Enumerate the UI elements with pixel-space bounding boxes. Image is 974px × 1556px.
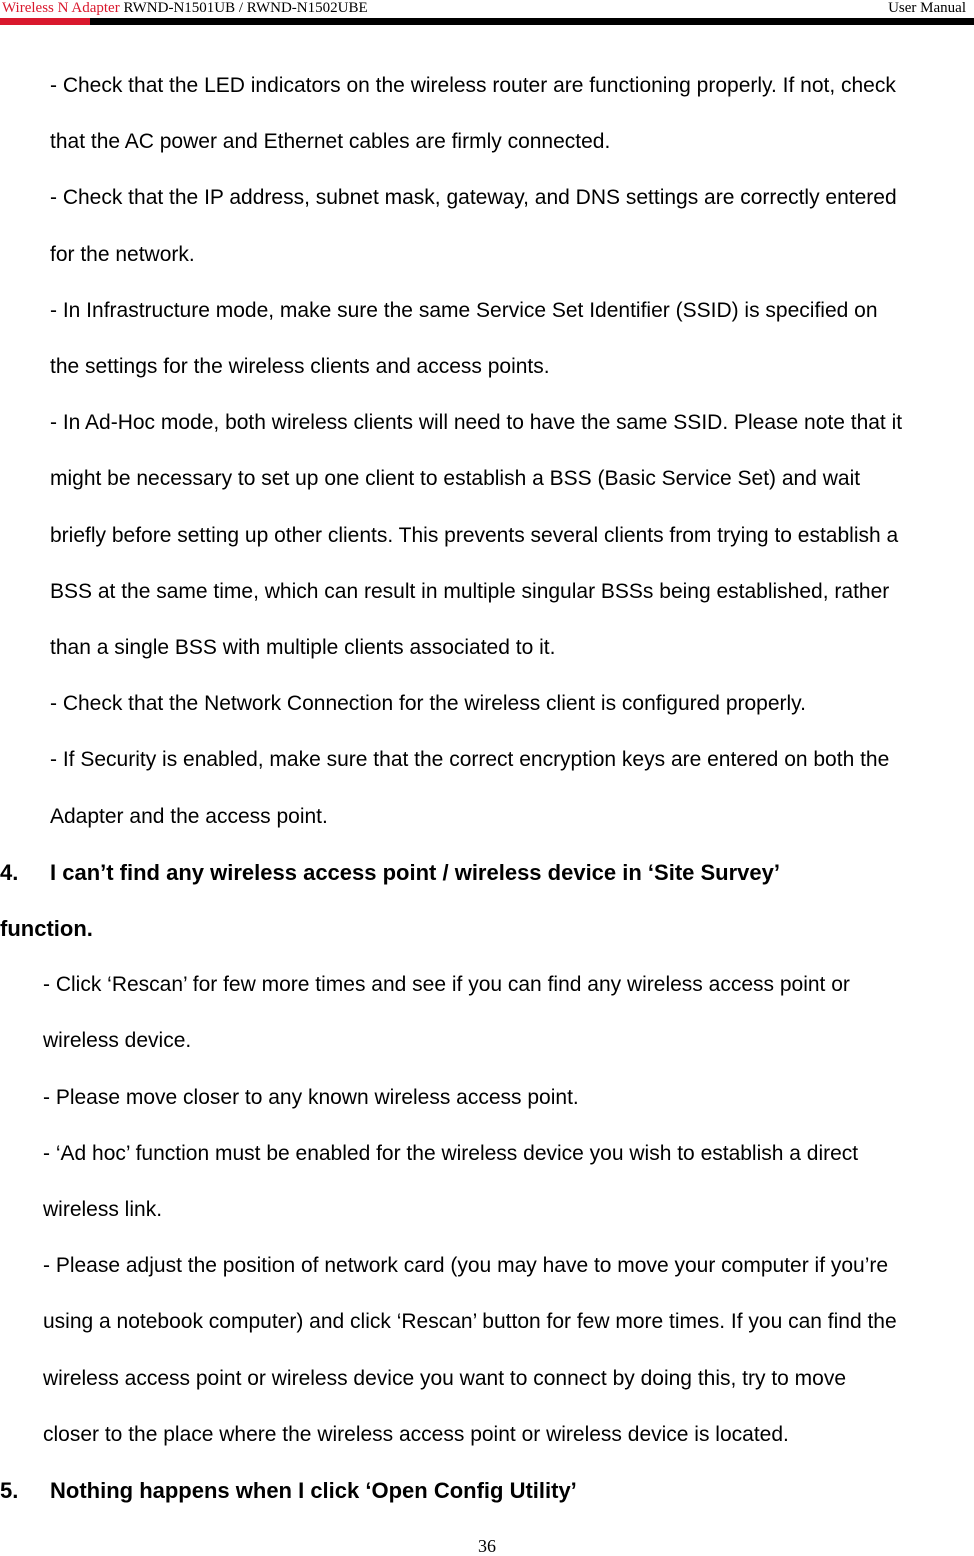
question-5-heading	[0, 1463, 974, 1519]
question-5-title: Nothing happens when I click ‘Open Config Utility’	[50, 1478, 577, 1504]
page-number: 36	[478, 1536, 496, 1556]
text-line: - ‘Ad hoc’ function must be enabled for the wireless device you wish to establish a direct	[43, 1141, 859, 1165]
text-line: wireless access point or wireless device you want to connect by doing this, try to move	[43, 1366, 847, 1390]
text-line: using a notebook computer) and click ‘Rescan’ button for few more times. If you can find the	[43, 1310, 897, 1334]
text-line: the settings for the wireless clients and access points.	[50, 355, 550, 379]
page-header	[0, 0, 974, 28]
text-line: - Please move closer to any known wireless access point.	[43, 1085, 579, 1109]
question-4-heading-continued: function.	[0, 916, 93, 942]
question-5-number: 5.	[0, 1478, 19, 1504]
text-line: Adapter and the access point.	[50, 804, 328, 828]
text-line: - In Infrastructure mode, make sure the same Service Set Identifier (SSID) is specified on	[50, 298, 878, 322]
header-model: RWND-N1501UB / RWND-N1502UBE	[123, 0, 368, 16]
header-rule	[0, 18, 974, 25]
header-rule-accent	[0, 18, 90, 25]
text-line: might be necessary to set up one client to establish a BSS (Basic Service Set) and wait	[50, 467, 861, 491]
text-line: wireless link.	[43, 1198, 163, 1222]
text-line: - Please adjust the position of network card (you may have to move your computer if you’re	[43, 1254, 889, 1278]
text-line: BSS at the same time, which can result in multiple singular BSSs being established, rather	[50, 579, 890, 603]
question-4-title: I can’t find any wireless access point / wireless device in ‘Site Survey’	[50, 859, 780, 885]
text-line: - In Ad-Hoc mode, both wireless clients will need to have the same SSID. Please note that it	[50, 411, 903, 435]
text-line: briefly before setting up other clients. This prevents several clients from trying to establish a	[50, 523, 899, 547]
text-line: than a single BSS with multiple clients associated to it.	[50, 636, 556, 660]
question-4-heading	[0, 845, 974, 901]
text-line: for the network.	[50, 242, 195, 266]
text-line: - Click ‘Rescan’ for few more times and see if you can find any wireless access point or	[43, 973, 850, 997]
text-line: - Check that the IP address, subnet mask, gateway, and DNS settings are correctly entered	[50, 186, 897, 210]
text-line: - If Security is enabled, make sure that the correct encryption keys are entered on both the	[50, 748, 890, 772]
text-line: - Check that the Network Connection for the wireless client is configured properly.	[50, 692, 806, 716]
text-line: closer to the place where the wireless access point or wireless device is located.	[43, 1422, 789, 1446]
header-doc-type: User Manual	[888, 0, 966, 16]
text-line: - Check that the LED indicators on the wireless router are functioning properly. If not, check	[50, 74, 896, 97]
header-title	[2, 0, 368, 16]
page-content	[0, 58, 974, 1519]
question-4-number: 4.	[0, 859, 19, 885]
header-brand: Wireless N Adapter	[2, 0, 120, 16]
text-line: wireless device.	[43, 1029, 192, 1053]
text-line: that the AC power and Ethernet cables are firmly connected.	[50, 130, 611, 154]
